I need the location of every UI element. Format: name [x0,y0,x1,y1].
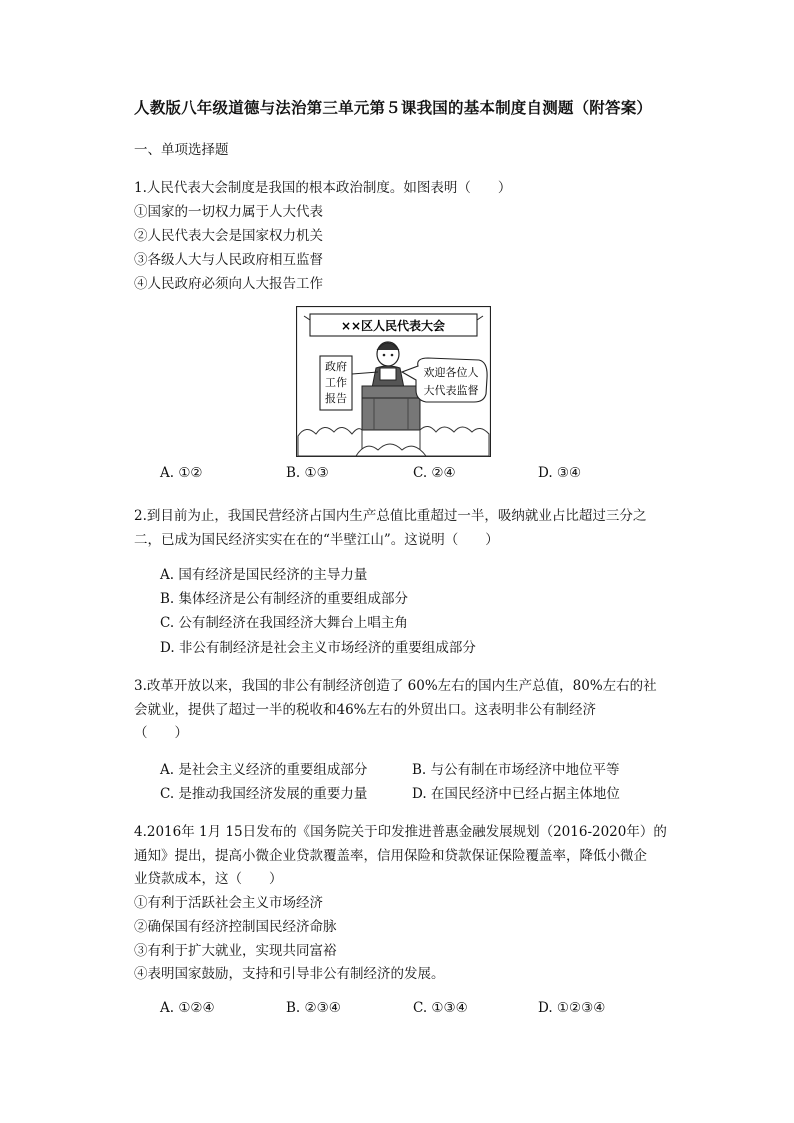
q2-option-a: A. 国有经济是国民经济的主导力量 [160,567,368,583]
q4-option-b: B. ②③④ [286,1000,341,1016]
section-heading: 一、单项选择题 [134,142,229,158]
q3-option-a: A. 是社会主义经济的重要组成部分 [160,762,368,778]
q4-stem: 通知》提出，提高小微企业贷款覆盖率，信用保险和贷款保证保险覆盖率，降低小微企 [134,848,647,864]
q1-item: ②人民代表大会是国家权力机关 [134,228,323,244]
q1-item: ④人民政府必须向人大报告工作 [134,276,323,292]
q3-option-d: D. 在国民经济中已经占据主体地位 [412,786,620,802]
sign-text: 政府 [325,360,347,373]
q4-stem: 业贷款成本，这（ ） [134,871,283,887]
q3-stem: 会就业，提供了超过一半的税收和46%左右的外贸出口。这表明非公有制经济 [134,702,597,718]
q4-option-d: D. ①②③④ [538,1000,606,1016]
illustration-drawing [296,306,491,457]
q1-option-b: B. ①③ [286,465,329,481]
q3-stem: （ ） [134,725,188,741]
page-title: 人教版八年级道德与法治第三单元第５课我国的基本制度自测题（附答案） [134,98,653,117]
q2-option-c: C. 公有制经济在我国经济大舞台上唱主角 [160,615,408,631]
sign-text: 工作 [325,376,347,389]
q1-option-d: D. ③④ [538,465,582,481]
q1-illustration [296,306,491,457]
q2-stem: 二，已成为国民经济实实在在的“半壁江山”。这说明（ ） [134,532,499,548]
q4-option-a: A. ①②④ [160,1000,215,1016]
q1-item: ③各级人大与人民政府相互监督 [134,252,323,268]
banner-text: ××区人民代表大会 [340,319,446,333]
q4-item: ①有利于活跃社会主义市场经济 [134,895,323,911]
q1-item: ①国家的一切权力属于人大代表 [134,204,323,220]
q3-stem: 3.改革开放以来，我国的非公有制经济创造了 60%左右的国内生产总值，80%左右的社 [134,678,657,694]
q3-option-b: B. 与公有制在市场经济中地位平等 [412,762,620,778]
q2-option-b: B. 集体经济是公有制经济的重要组成部分 [160,591,409,607]
q3-option-c: C. 是推动我国经济发展的重要力量 [160,786,368,802]
q1-option-a: A. ①② [160,465,203,481]
sign-text: 报告 [325,392,347,405]
q4-item: ④表明国家鼓励，支持和引导非公有制经济的发展。 [134,966,445,982]
q4-item: ②确保国有经济控制国民经济命脉 [134,919,337,935]
q2-option-d: D. 非公有制经济是社会主义市场经济的重要组成部分 [160,640,476,656]
q4-option-c: C. ①③④ [413,1000,468,1016]
q2-stem: 2.到目前为止，我国民营经济占国内生产总值比重超过一半，吸纳就业占比超过三分之 [134,508,647,524]
q4-stem: 4.2016年 1月 15日发布的《国务院关于印发推进普惠金融发展规划（2016-2020年）的 [134,824,667,840]
q1-option-c: C. ②④ [413,465,456,481]
bubble-text: 欢迎各位人 [423,366,479,379]
q4-item: ③有利于扩大就业，实现共同富裕 [134,943,337,959]
q1-stem: 1.人民代表大会制度是我国的根本政治制度。如图表明（ ） [134,180,512,196]
bubble-text: 大代表监督 [423,384,479,397]
